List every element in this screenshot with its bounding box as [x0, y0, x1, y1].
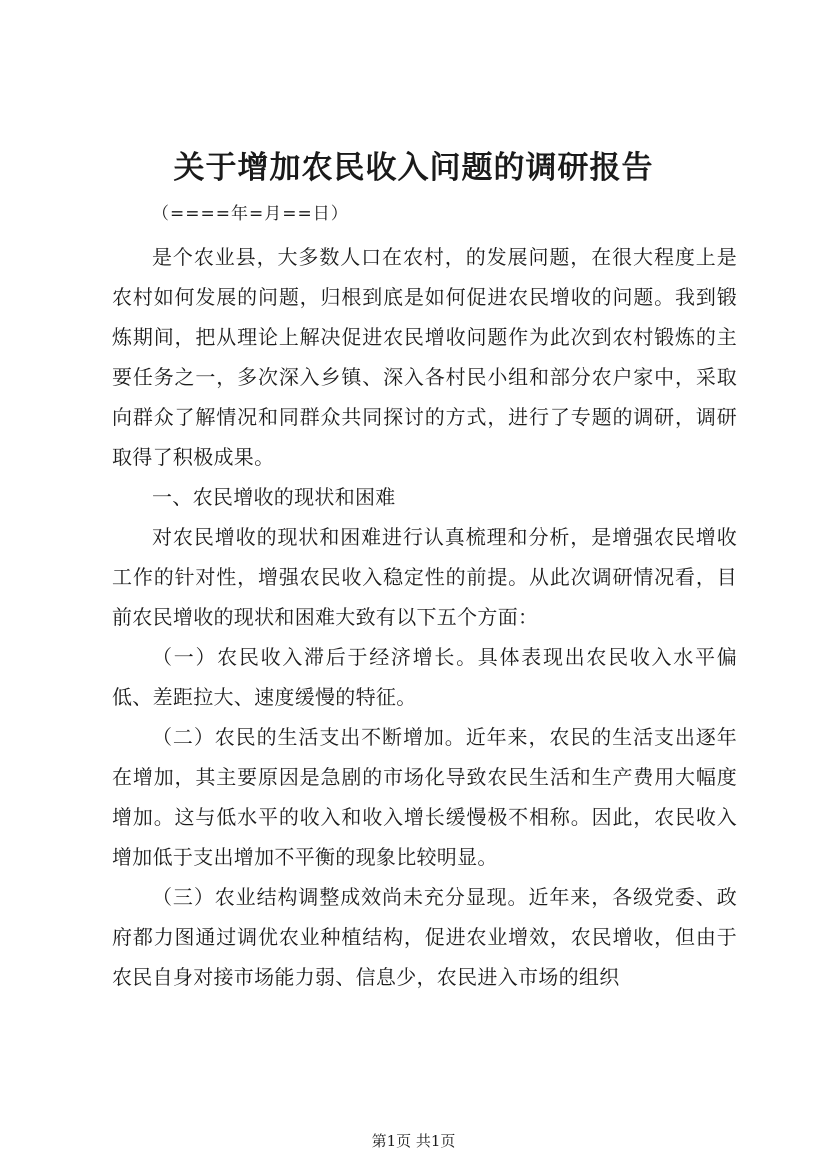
document-body: [112, 237, 737, 997]
paragraph-point-1: （一）农民收入滞后于经济增长。具体表现出农民收入水平偏低、差距拉大、速度缓慢的特征。: [112, 645, 737, 709]
document-date: （====年=月==日）: [152, 204, 349, 224]
document-title: 关于增加农民收入问题的调研报告: [173, 150, 654, 186]
section-heading: 一、农民增收的现状和困难: [152, 485, 396, 509]
page-footer: 第1页 共1页: [371, 1132, 456, 1150]
paragraph-point-2: （二）农民的生活支出不断增加。近年来，农民的生活支出逐年在增加，其主要原因是急剧的市场化导致农民生活和生产费用大幅度增加。这与低水平的收入和收入增长缓慢极不相称。因此，农民收入增加低于支出增加不平衡的现象比较明显。: [112, 725, 737, 869]
paragraph-intro: 是个农业县，大多数人口在农村，的发展问题，在很大程度上是农村如何发展的问题，归根到底是如何促进农民增收的问题。我到锻炼期间，把从理论上解决促进农民增收问题作为此次到农村锻炼的主要任务之一，多次深入乡镇、深入各村民小组和部分农户家中，采取向群众了解情况和同群众共同探讨的方式，进行了专题的调研，调研取得了积极成果。: [112, 245, 737, 469]
paragraph-point-3: （三）农业结构调整成效尚未充分显现。近年来，各级党委、政府都力图通过调优农业种植结构，促进农业增效，农民增收，但由于农民自身对接市场能力弱、信息少，农民进入市场的组织: [112, 885, 737, 989]
paragraph-overview: 对农民增收的现状和困难进行认真梳理和分析，是增强农民增收工作的针对性，增强农民收入稳定性的前提。从此次调研情况看，目前农民增收的现状和困难大致有以下五个方面：: [112, 525, 737, 629]
